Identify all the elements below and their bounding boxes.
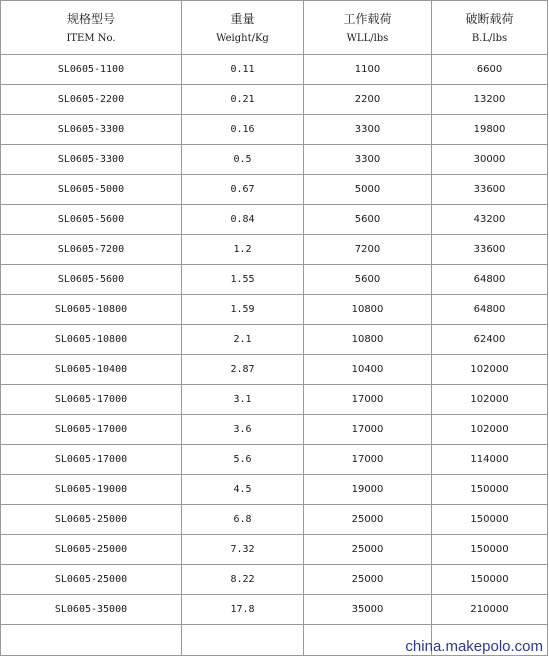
wll-cell: 17000 [304, 415, 432, 445]
weight-cell: 2.87 [182, 355, 304, 385]
weight-cell: 6.8 [182, 505, 304, 535]
header-item-no-en: ITEM No. [66, 32, 116, 44]
item-no-cell: SL0605-25000 [1, 565, 182, 595]
breaking-load-cell: 6600 [432, 55, 548, 85]
wll-cell: 25000 [304, 505, 432, 535]
wll-cell: 10800 [304, 325, 432, 355]
weight-cell: 17.8 [182, 595, 304, 625]
weight-cell: 2.1 [182, 325, 304, 355]
header-item-no-zh: 规格型号 [66, 11, 115, 26]
breaking-load-cell: 19800 [432, 115, 548, 145]
table-row [1, 85, 548, 115]
weight-cell: 1.2 [182, 235, 304, 265]
table-row [1, 415, 548, 445]
table-row [1, 385, 548, 415]
wll-cell: 17000 [304, 445, 432, 475]
weight-cell: 0.21 [182, 85, 304, 115]
header-weight-en: Weight/Kg [216, 32, 269, 44]
table-row [1, 505, 548, 535]
breaking-load-cell: 30000 [432, 145, 548, 175]
item-no-cell: SL0605-5000 [1, 175, 182, 205]
weight-cell: 1.55 [182, 265, 304, 295]
wll-cell: 3300 [304, 145, 432, 175]
table-row [1, 145, 548, 175]
weight-cell: 0.11 [182, 55, 304, 85]
header-weight-zh: 重量 [230, 11, 255, 26]
table-row [1, 535, 548, 565]
breaking-load-cell: 33600 [432, 235, 548, 265]
wll-cell: 5000 [304, 175, 432, 205]
breaking-load-cell: 114000 [432, 445, 548, 475]
header-wll-zh: 工作载荷 [343, 11, 392, 26]
weight-cell: 5.6 [182, 445, 304, 475]
table-row [1, 265, 548, 295]
item-no-cell: SL0605-25000 [1, 535, 182, 565]
breaking-load-cell: 150000 [432, 475, 548, 505]
weight-cell: 3.6 [182, 415, 304, 445]
weight-cell: 7.32 [182, 535, 304, 565]
breaking-load-cell: 64800 [432, 265, 548, 295]
wll-cell: 17000 [304, 385, 432, 415]
wll-cell: 5600 [304, 205, 432, 235]
weight-cell: 4.5 [182, 475, 304, 505]
wll-cell: 35000 [304, 595, 432, 625]
table-row [1, 175, 548, 205]
breaking-load-cell: 150000 [432, 535, 548, 565]
item-no-cell: SL0605-10800 [1, 295, 182, 325]
weight-cell: 1.59 [182, 295, 304, 325]
header-wll-en: WLL/lbs [346, 32, 389, 44]
wll-cell: 25000 [304, 565, 432, 595]
table-row [1, 235, 548, 265]
header-breaking-load-zh: 破断载荷 [465, 11, 514, 26]
table-row [1, 115, 548, 145]
table-row [1, 355, 548, 385]
breaking-load-cell: 33600 [432, 175, 548, 205]
table-row [1, 445, 548, 475]
wll-cell: 10400 [304, 355, 432, 385]
header-weight [182, 1, 304, 55]
item-no-cell: SL0605-5600 [1, 265, 182, 295]
item-no-cell: SL0605-1100 [1, 55, 182, 85]
breaking-load-cell: 64800 [432, 295, 548, 325]
item-no-cell: SL0605-35000 [1, 595, 182, 625]
item-no-cell: SL0605-2200 [1, 85, 182, 115]
weight-cell: 0.84 [182, 205, 304, 235]
watermark: china.makepolo.com [405, 638, 543, 655]
item-no-cell: SL0605-25000 [1, 505, 182, 535]
weight-cell: 8.22 [182, 565, 304, 595]
table-row [1, 205, 548, 235]
breaking-load-cell: 13200 [432, 85, 548, 115]
item-no-cell: SL0605-5600 [1, 205, 182, 235]
breaking-load-cell: 102000 [432, 415, 548, 445]
table-header-row [1, 1, 548, 55]
empty-cell [182, 625, 304, 656]
item-no-cell: SL0605-3300 [1, 115, 182, 145]
breaking-load-cell: 150000 [432, 565, 548, 595]
wll-cell: 2200 [304, 85, 432, 115]
weight-cell: 0.5 [182, 145, 304, 175]
weight-cell: 0.67 [182, 175, 304, 205]
wll-cell: 25000 [304, 535, 432, 565]
header-item-no [1, 1, 182, 55]
breaking-load-cell: 102000 [432, 385, 548, 415]
breaking-load-cell: 102000 [432, 355, 548, 385]
wll-cell: 5600 [304, 265, 432, 295]
breaking-load-cell: 62400 [432, 325, 548, 355]
header-breaking-load [432, 1, 548, 55]
spec-table-body [1, 1, 548, 656]
item-no-cell: SL0605-7200 [1, 235, 182, 265]
item-no-cell: SL0605-17000 [1, 385, 182, 415]
item-no-cell: SL0605-10800 [1, 325, 182, 355]
empty-cell [1, 625, 182, 656]
weight-cell: 3.1 [182, 385, 304, 415]
table-row [1, 325, 548, 355]
item-no-cell: SL0605-19000 [1, 475, 182, 505]
breaking-load-cell: 150000 [432, 505, 548, 535]
table-row [1, 295, 548, 325]
weight-cell: 0.16 [182, 115, 304, 145]
table-row [1, 595, 548, 625]
table-row [1, 565, 548, 595]
item-no-cell: SL0605-17000 [1, 415, 182, 445]
breaking-load-cell: 43200 [432, 205, 548, 235]
wll-cell: 1100 [304, 55, 432, 85]
item-no-cell: SL0605-10400 [1, 355, 182, 385]
table-row [1, 475, 548, 505]
wll-cell: 3300 [304, 115, 432, 145]
wll-cell: 7200 [304, 235, 432, 265]
header-wll [304, 1, 432, 55]
header-breaking-load-en: B.L/lbs [471, 32, 508, 44]
wll-cell: 10800 [304, 295, 432, 325]
table-row [1, 55, 548, 85]
wll-cell: 19000 [304, 475, 432, 505]
item-no-cell: SL0605-3300 [1, 145, 182, 175]
item-no-cell: SL0605-17000 [1, 445, 182, 475]
breaking-load-cell: 210000 [432, 595, 548, 625]
